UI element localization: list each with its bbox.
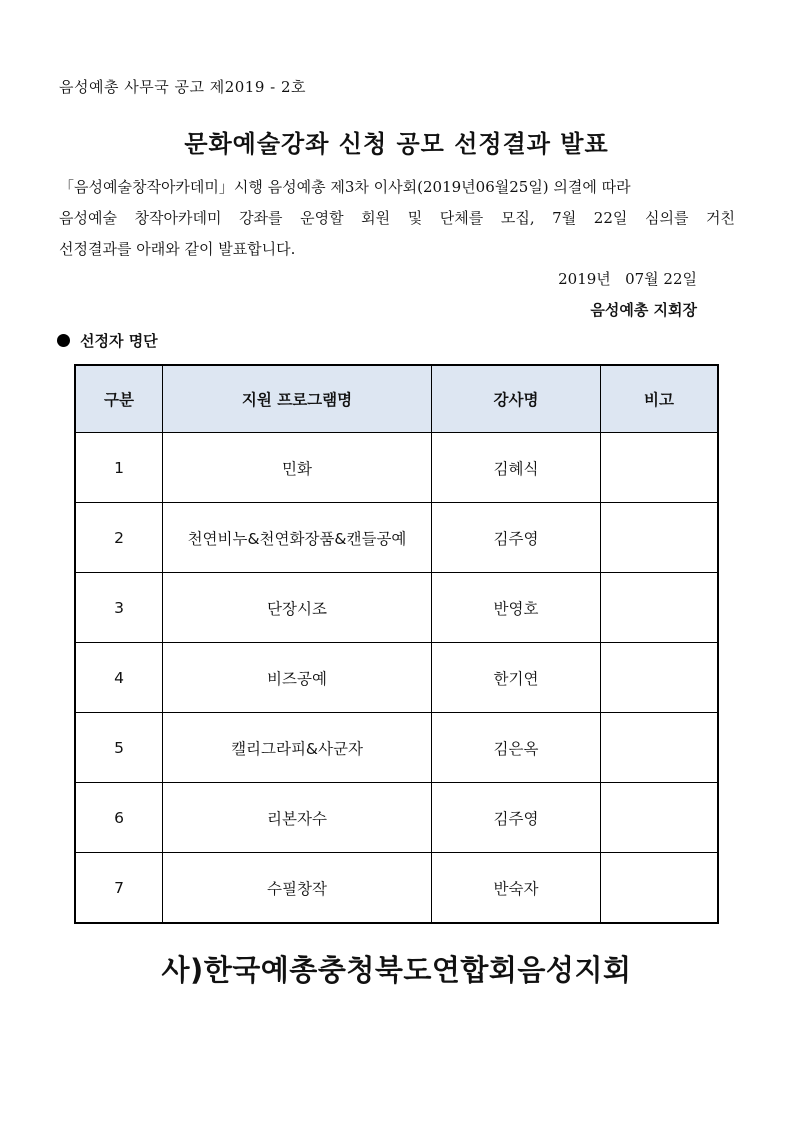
header-program: 지원 프로그램명 xyxy=(163,365,432,433)
table-row xyxy=(75,713,718,783)
header-note: 비고 xyxy=(601,365,719,433)
notice-number: 음성예총 사무국 공고 제2019 - 2호 xyxy=(59,78,307,96)
announcement-date: 2019년 07월 22일 xyxy=(558,270,697,288)
table-row xyxy=(75,503,718,573)
table-row xyxy=(75,853,718,924)
row-program: 단장시조 xyxy=(163,573,432,643)
bullet-icon xyxy=(57,334,70,347)
row-note xyxy=(601,713,719,783)
row-no: 5 xyxy=(75,713,163,783)
table-row xyxy=(75,433,718,503)
row-program: 리본자수 xyxy=(163,783,432,853)
section-heading-label: 선정자 명단 xyxy=(80,332,158,350)
row-instructor: 김은옥 xyxy=(432,713,601,783)
table-row xyxy=(75,643,718,713)
section-heading xyxy=(57,330,158,351)
document-title: 문화예술강좌 신청 공모 선정결과 발표 xyxy=(184,130,609,158)
row-program: 수필창작 xyxy=(163,853,432,924)
table-header-row xyxy=(75,365,718,433)
row-note xyxy=(601,643,719,713)
body-line-3: 선정결과를 아래와 같이 발표합니다. xyxy=(59,240,296,258)
row-instructor: 반영호 xyxy=(432,573,601,643)
signer: 음성예총 지회장 xyxy=(590,301,697,319)
row-note xyxy=(601,433,719,503)
row-program: 비즈공예 xyxy=(163,643,432,713)
footer-organization: 사)한국예총충청북도연합회음성지회 xyxy=(161,953,632,987)
header-no: 구분 xyxy=(75,365,163,433)
row-note xyxy=(601,503,719,573)
header-instructor: 강사명 xyxy=(432,365,601,433)
row-program: 천연비누&천연화장품&캔들공예 xyxy=(163,503,432,573)
row-program: 캘리그라피&사군자 xyxy=(163,713,432,783)
body-line-1: 「음성예술창작아카데미」시행 음성예총 제3차 이사회(2019년06월25일) 의결에 따라 xyxy=(59,178,631,196)
row-instructor: 반숙자 xyxy=(432,853,601,924)
body-line-2: 음성예술 창작아카데미 강좌를 운영할 회원 및 단체를 모집, 7월 22일 심의를 거친 xyxy=(59,209,735,227)
row-no: 2 xyxy=(75,503,163,573)
row-instructor: 김주영 xyxy=(432,503,601,573)
row-instructor: 김주영 xyxy=(432,783,601,853)
row-instructor: 한기연 xyxy=(432,643,601,713)
row-no: 4 xyxy=(75,643,163,713)
row-no: 3 xyxy=(75,573,163,643)
row-program: 민화 xyxy=(163,433,432,503)
selection-table xyxy=(74,364,719,924)
announcement-body xyxy=(59,172,735,265)
row-note xyxy=(601,573,719,643)
row-note xyxy=(601,853,719,924)
row-instructor: 김혜식 xyxy=(432,433,601,503)
row-no: 7 xyxy=(75,853,163,924)
row-note xyxy=(601,783,719,853)
table-row xyxy=(75,783,718,853)
row-no: 1 xyxy=(75,433,163,503)
row-no: 6 xyxy=(75,783,163,853)
table-row xyxy=(75,573,718,643)
